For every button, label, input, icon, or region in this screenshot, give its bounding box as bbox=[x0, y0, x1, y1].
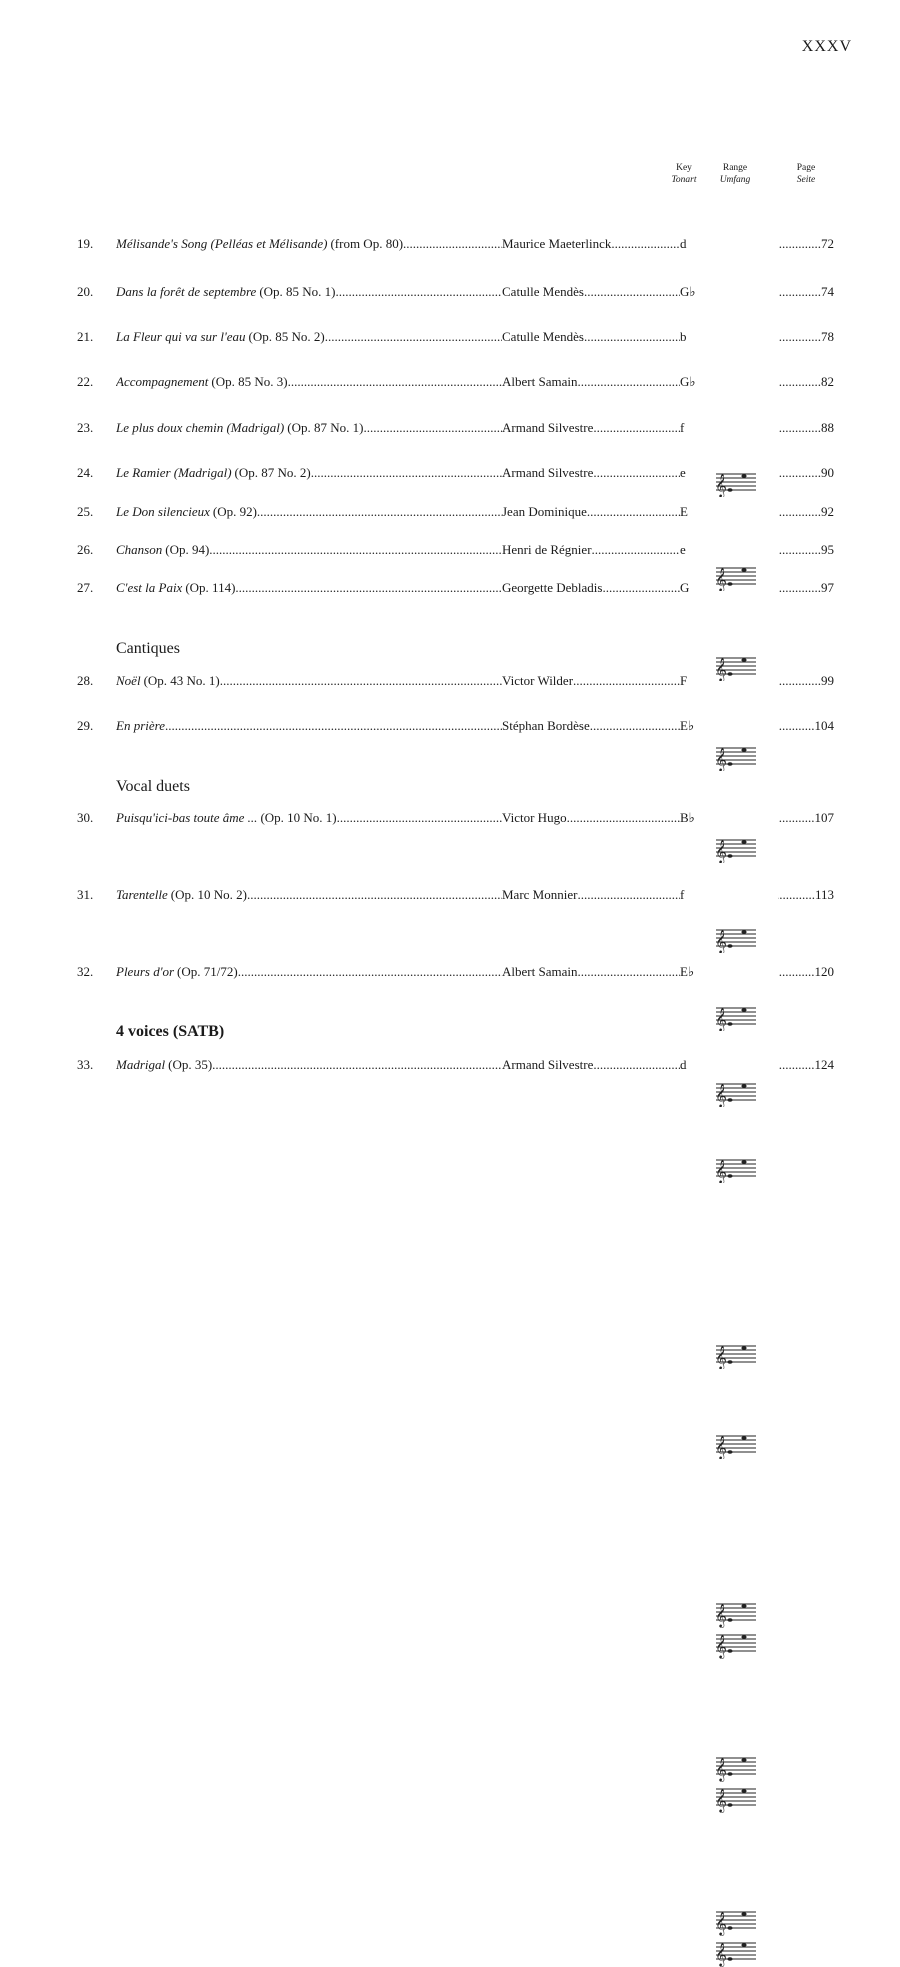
entry-work bbox=[116, 329, 502, 345]
poet-name: Armand Silvestre bbox=[502, 1057, 594, 1072]
entry-poet bbox=[502, 1057, 680, 1073]
entry-page bbox=[778, 964, 834, 980]
entry-work bbox=[116, 673, 502, 689]
entry-title: C'est la Paix bbox=[116, 580, 183, 595]
entry-opus: (Op. 85 No. 2) bbox=[248, 329, 325, 344]
svg-text:𝄞: 𝄞 bbox=[715, 1435, 727, 1459]
entry-number: 23. bbox=[77, 420, 94, 435]
entry-opus: (Op. 10 No. 2) bbox=[170, 887, 247, 902]
entry-number: 20. bbox=[77, 284, 94, 299]
entry-title: Puisqu'ici-bas toute âme ... bbox=[116, 810, 258, 825]
entry-title: Dans la forêt de septembre bbox=[116, 284, 257, 299]
entry-number: 26. bbox=[77, 542, 94, 557]
page-value: 74 bbox=[821, 284, 834, 299]
toc-entry[interactable] bbox=[0, 1057, 900, 1079]
poet-name: Albert Samain bbox=[502, 374, 578, 389]
page-value: 107 bbox=[814, 810, 834, 825]
entry-key: G♭ bbox=[680, 284, 696, 299]
page-label: Page bbox=[796, 163, 816, 173]
page-value: 97 bbox=[821, 580, 834, 595]
poet-name: Victor Wilder bbox=[502, 673, 574, 688]
entry-number: 32. bbox=[77, 964, 94, 979]
svg-text:𝄞: 𝄞 bbox=[715, 1911, 727, 1935]
entry-poet bbox=[502, 718, 680, 734]
poet-name: Georgette Debladis bbox=[502, 580, 603, 595]
poet-name: Armand Silvestre bbox=[502, 420, 594, 435]
entry-number: 31. bbox=[77, 887, 94, 902]
entry-opus: (Op. 43 No. 1) bbox=[143, 673, 220, 688]
range-staff-icon bbox=[714, 923, 758, 953]
entry-opus: (Op. 85 No. 3) bbox=[211, 374, 288, 389]
entry-page bbox=[778, 420, 834, 436]
entry-poet bbox=[502, 810, 680, 826]
section-heading-cantiques: Cantiques bbox=[116, 640, 180, 657]
entry-opus: (Op. 35) bbox=[168, 1057, 213, 1072]
entry-work bbox=[116, 964, 502, 980]
entry-work bbox=[116, 810, 502, 826]
page-number: XXXV bbox=[801, 38, 852, 55]
poet-name: Catulle Mendès bbox=[502, 284, 584, 299]
page-value: 95 bbox=[821, 542, 834, 557]
entry-work bbox=[116, 718, 502, 734]
entry-opus: (Op. 114) bbox=[185, 580, 236, 595]
entry-title: Le Don silencieux bbox=[116, 504, 210, 519]
page-value: 104 bbox=[814, 718, 834, 733]
entry-page bbox=[778, 1057, 834, 1073]
svg-text:𝄞: 𝄞 bbox=[715, 1757, 727, 1781]
entry-poet bbox=[502, 236, 680, 252]
entry-opus: (Op. 10 No. 1) bbox=[260, 810, 337, 825]
entry-key: G♭ bbox=[680, 374, 696, 389]
entry-number: 25. bbox=[77, 504, 94, 519]
entry-page bbox=[778, 580, 834, 596]
entry-poet bbox=[502, 420, 680, 436]
range-staff-icon bbox=[714, 1429, 758, 1459]
svg-text:𝄞: 𝄞 bbox=[715, 1942, 727, 1966]
entry-key: d bbox=[680, 1057, 687, 1072]
svg-text:𝄞: 𝄞 bbox=[715, 657, 727, 681]
range-staff-icon bbox=[714, 833, 758, 863]
key-label-de: Tonart bbox=[671, 175, 697, 185]
entry-page bbox=[778, 718, 834, 734]
entry-page bbox=[778, 374, 834, 390]
entry-poet bbox=[502, 887, 680, 903]
entry-work bbox=[116, 236, 502, 252]
entry-work bbox=[116, 887, 502, 903]
entry-title: Tarentelle bbox=[116, 887, 168, 902]
page-value: 88 bbox=[821, 420, 834, 435]
page-value: 72 bbox=[821, 236, 834, 251]
poet-name: Maurice Maeterlinck bbox=[502, 236, 612, 251]
range-label-de: Umfang bbox=[719, 175, 751, 185]
entry-opus: (from Op. 80) bbox=[330, 236, 404, 251]
svg-text:𝄞: 𝄞 bbox=[715, 1603, 727, 1627]
entry-page bbox=[778, 810, 834, 826]
entry-key: F bbox=[680, 673, 688, 688]
entry-number: 19. bbox=[77, 236, 94, 251]
entry-key: d bbox=[680, 236, 687, 251]
entry-key: b bbox=[680, 329, 687, 344]
page-label-de: Seite bbox=[796, 175, 816, 185]
entry-page bbox=[778, 284, 834, 300]
entry-number: 29. bbox=[77, 718, 94, 733]
entry-work bbox=[116, 1057, 502, 1073]
entry-poet bbox=[502, 964, 680, 980]
range-staff-icon bbox=[714, 1001, 758, 1031]
entry-page bbox=[778, 887, 834, 903]
page-value: 99 bbox=[821, 673, 834, 688]
svg-text:𝄞: 𝄞 bbox=[715, 1788, 727, 1812]
entry-title: Accompagnement bbox=[116, 374, 209, 389]
entry-key: f bbox=[680, 420, 685, 435]
entry-page bbox=[778, 673, 834, 689]
entry-number: 22. bbox=[77, 374, 94, 389]
svg-text:𝄞: 𝄞 bbox=[715, 1345, 727, 1369]
svg-text:𝄞: 𝄞 bbox=[715, 747, 727, 771]
poet-name: Catulle Mendès bbox=[502, 329, 584, 344]
entry-title: Madrigal bbox=[116, 1057, 166, 1072]
range-staff-icon bbox=[714, 1339, 758, 1369]
entry-work bbox=[116, 542, 502, 558]
svg-text:𝄞: 𝄞 bbox=[715, 473, 727, 497]
entry-title: Noël bbox=[116, 673, 141, 688]
column-header-range bbox=[712, 162, 758, 186]
poet-name: Victor Hugo bbox=[502, 810, 567, 825]
entry-key: f bbox=[680, 887, 685, 902]
entry-number: 24. bbox=[77, 465, 94, 480]
entry-opus: (Op. 85 No. 1) bbox=[259, 284, 336, 299]
entry-key: E bbox=[680, 504, 688, 519]
entry-work bbox=[116, 580, 502, 596]
entry-page bbox=[778, 236, 834, 252]
entry-title: Le Ramier (Madrigal) bbox=[116, 465, 232, 480]
entry-poet bbox=[502, 504, 680, 520]
entry-page bbox=[778, 465, 834, 481]
range-staff-icon bbox=[714, 1153, 758, 1183]
svg-text:𝄞: 𝄞 bbox=[715, 1634, 727, 1658]
poet-name: Albert Samain bbox=[502, 964, 578, 979]
poet-name: Armand Silvestre bbox=[502, 465, 594, 480]
column-header-page bbox=[782, 162, 830, 186]
range-staff-icon bbox=[714, 1905, 758, 1967]
entry-key: E♭ bbox=[680, 964, 695, 979]
svg-text:𝄞: 𝄞 bbox=[715, 1159, 727, 1183]
page-value: 124 bbox=[814, 1057, 834, 1072]
poet-name: Jean Dominique bbox=[502, 504, 587, 519]
key-label: Key bbox=[676, 163, 692, 173]
section-heading-vocal-duets: Vocal duets bbox=[116, 778, 190, 795]
poet-name: Stéphan Bordèse bbox=[502, 718, 590, 733]
entry-poet bbox=[502, 465, 680, 481]
entry-opus: (Op. 87 No. 2) bbox=[234, 465, 311, 480]
entry-number: 21. bbox=[77, 329, 94, 344]
entry-title: Chanson bbox=[116, 542, 163, 557]
poet-name: Henri de Régnier bbox=[502, 542, 592, 557]
entry-title: Pleurs d'or bbox=[116, 964, 175, 979]
page-value: 92 bbox=[821, 504, 834, 519]
entry-page bbox=[778, 542, 834, 558]
entry-work bbox=[116, 374, 502, 390]
entry-work bbox=[116, 504, 502, 520]
page-value: 82 bbox=[821, 374, 834, 389]
entry-number: 28. bbox=[77, 673, 94, 688]
entry-key: e bbox=[680, 542, 686, 557]
entry-poet bbox=[502, 580, 680, 596]
svg-text:𝄞: 𝄞 bbox=[715, 839, 727, 863]
entry-poet bbox=[502, 374, 680, 390]
range-staff-icon bbox=[714, 1751, 758, 1813]
svg-text:𝄞: 𝄞 bbox=[715, 1007, 727, 1031]
entry-opus: (Op. 71/72) bbox=[177, 964, 238, 979]
entry-key: G bbox=[680, 580, 690, 595]
page-value: 120 bbox=[814, 964, 834, 979]
entry-poet bbox=[502, 284, 680, 300]
entry-number: 30. bbox=[77, 810, 94, 825]
entry-number: 33. bbox=[77, 1057, 94, 1072]
range-staff-icon bbox=[714, 1077, 758, 1107]
entry-poet bbox=[502, 542, 680, 558]
entry-title: Mélisande's Song (Pelléas et Mélisande) bbox=[116, 236, 328, 251]
svg-text:𝄞: 𝄞 bbox=[715, 1083, 727, 1107]
range-staff-icon bbox=[714, 1597, 758, 1659]
entry-work bbox=[116, 420, 502, 436]
entry-key: e bbox=[680, 465, 686, 480]
page-value: 78 bbox=[821, 329, 834, 344]
section-heading-satb: 4 voices (SATB) bbox=[116, 1023, 225, 1040]
svg-text:𝄞: 𝄞 bbox=[715, 929, 727, 953]
entry-opus: (Op. 94) bbox=[165, 542, 210, 557]
entry-key: E♭ bbox=[680, 718, 695, 733]
svg-text:𝄞: 𝄞 bbox=[715, 567, 727, 591]
entry-poet bbox=[502, 673, 680, 689]
entry-title: Le plus doux chemin (Madrigal) bbox=[116, 420, 285, 435]
entry-opus: (Op. 87 No. 1) bbox=[287, 420, 364, 435]
range-label: Range bbox=[722, 163, 748, 173]
column-header-key bbox=[664, 162, 704, 186]
poet-name: Marc Monnier bbox=[502, 887, 578, 902]
entry-opus: (Op. 92) bbox=[212, 504, 257, 519]
page-value: 90 bbox=[821, 465, 834, 480]
entry-work bbox=[116, 465, 502, 481]
page-value: 113 bbox=[814, 887, 834, 902]
entry-number: 27. bbox=[77, 580, 94, 595]
entry-page bbox=[778, 504, 834, 520]
entry-title: La Fleur qui va sur l'eau bbox=[116, 329, 246, 344]
entry-poet bbox=[502, 329, 680, 345]
entry-work bbox=[116, 284, 502, 300]
range-staff-icon bbox=[714, 741, 758, 771]
entry-page bbox=[778, 329, 834, 345]
entry-key: B♭ bbox=[680, 810, 695, 825]
entry-title: En prière bbox=[116, 718, 165, 733]
